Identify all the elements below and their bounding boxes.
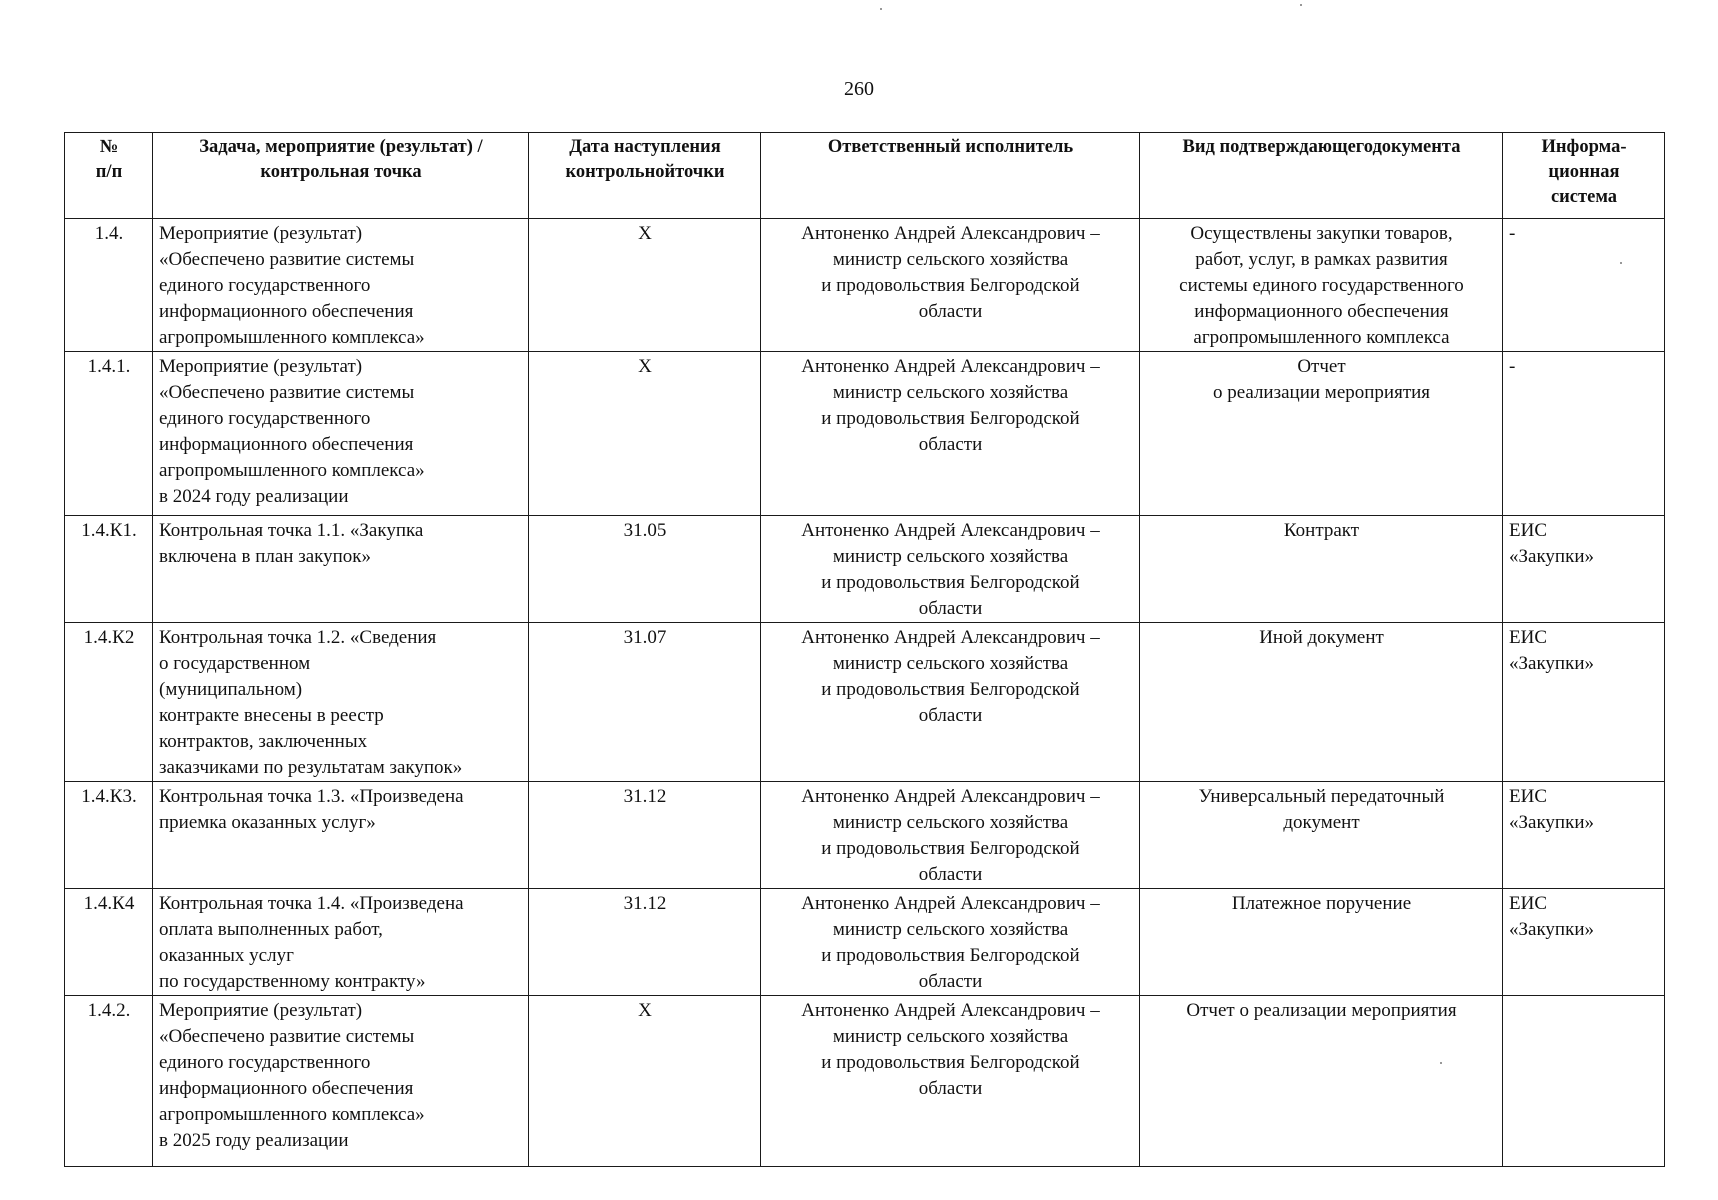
scan-speck <box>1440 1062 1442 1064</box>
cell-document: Осуществлены закупки товаров, работ, услуг, в рамках развития системы единого государственного информационного обеспечения агропромышленного комплекса <box>1140 219 1503 352</box>
header-task: Задача, мероприятие (результат) / контрольная точка <box>153 133 529 219</box>
table-row <box>65 352 1665 516</box>
cell-info-system: ЕИС «Закупки» <box>1503 782 1665 889</box>
cell-num: 1.4.К3. <box>65 782 153 889</box>
cell-responsible: Антоненко Андрей Александрович – министр сельского хозяйства и продовольствия Белгородской области <box>761 889 1140 996</box>
table-row <box>65 219 1665 352</box>
cell-responsible: Антоненко Андрей Александрович – министр сельского хозяйства и продовольствия Белгородской области <box>761 352 1140 516</box>
header-num: № п/п <box>65 133 153 219</box>
cell-date: 31.05 <box>529 516 761 623</box>
header-date: Дата наступления контрольнойточки <box>529 133 761 219</box>
cell-num: 1.4.1. <box>65 352 153 516</box>
cell-num: 1.4.К2 <box>65 623 153 782</box>
header-responsible: Ответственный исполнитель <box>761 133 1140 219</box>
cell-task: Мероприятие (результат) «Обеспечено развитие системы единого государственного информационного обеспечения агропромышленного комплекса» в 2024 году реализации <box>153 352 529 516</box>
control-points-table <box>64 132 1665 1167</box>
cell-responsible: Антоненко Андрей Александрович – министр сельского хозяйства и продовольствия Белгородской области <box>761 996 1140 1167</box>
cell-info-system: - <box>1503 219 1665 352</box>
table-row <box>65 889 1665 996</box>
header-info-system: Информа- ционная система <box>1503 133 1665 219</box>
cell-document: Отчет о реализации мероприятия <box>1140 352 1503 516</box>
cell-document: Отчет о реализации мероприятия <box>1140 996 1503 1167</box>
cell-info-system: ЕИС «Закупки» <box>1503 516 1665 623</box>
cell-date: 31.12 <box>529 782 761 889</box>
table-row <box>65 782 1665 889</box>
table-row <box>65 516 1665 623</box>
cell-responsible: Антоненко Андрей Александрович – министр сельского хозяйства и продовольствия Белгородской области <box>761 782 1140 889</box>
cell-document: Платежное поручение <box>1140 889 1503 996</box>
cell-task: Мероприятие (результат) «Обеспечено развитие системы единого государственного информационного обеспечения агропромышленного комплекса» <box>153 219 529 352</box>
cell-task: Контрольная точка 1.1. «Закупка включена в план закупок» <box>153 516 529 623</box>
cell-responsible: Антоненко Андрей Александрович – министр сельского хозяйства и продовольствия Белгородской области <box>761 623 1140 782</box>
cell-info-system: - <box>1503 352 1665 516</box>
cell-task: Контрольная точка 1.2. «Сведения о государственном (муниципальном) контракте внесены в реестр контрактов, заключенных заказчиками по результатам закупок» <box>153 623 529 782</box>
page-number: 260 <box>844 78 874 100</box>
table-row <box>65 996 1665 1167</box>
cell-info-system: ЕИС «Закупки» <box>1503 889 1665 996</box>
cell-document: Иной документ <box>1140 623 1503 782</box>
scan-speck <box>1620 262 1622 264</box>
cell-num: 1.4. <box>65 219 153 352</box>
header-document: Вид подтверждающегодокумента <box>1140 133 1503 219</box>
cell-responsible: Антоненко Андрей Александрович – министр сельского хозяйства и продовольствия Белгородской области <box>761 219 1140 352</box>
cell-info-system: ЕИС «Закупки» <box>1503 623 1665 782</box>
cell-date: 31.12 <box>529 889 761 996</box>
cell-responsible: Антоненко Андрей Александрович – министр сельского хозяйства и продовольствия Белгородской области <box>761 516 1140 623</box>
cell-task: Контрольная точка 1.4. «Произведена оплата выполненных работ, оказанных услуг по государственному контракту» <box>153 889 529 996</box>
cell-document: Универсальный передаточный документ <box>1140 782 1503 889</box>
cell-date: X <box>529 352 761 516</box>
cell-num: 1.4.2. <box>65 996 153 1167</box>
cell-date: X <box>529 219 761 352</box>
cell-num: 1.4.К4 <box>65 889 153 996</box>
cell-document: Контракт <box>1140 516 1503 623</box>
cell-date: X <box>529 996 761 1167</box>
scan-speck <box>880 8 882 10</box>
cell-task: Контрольная точка 1.3. «Произведена приемка оказанных услуг» <box>153 782 529 889</box>
table-header-row <box>65 133 1665 219</box>
cell-task: Мероприятие (результат) «Обеспечено развитие системы единого государственного информационного обеспечения агропромышленного комплекса» в 2025 году реализации <box>153 996 529 1167</box>
cell-date: 31.07 <box>529 623 761 782</box>
cell-info-system <box>1503 996 1665 1167</box>
table-row <box>65 623 1665 782</box>
scan-speck <box>1300 4 1302 6</box>
cell-num: 1.4.К1. <box>65 516 153 623</box>
